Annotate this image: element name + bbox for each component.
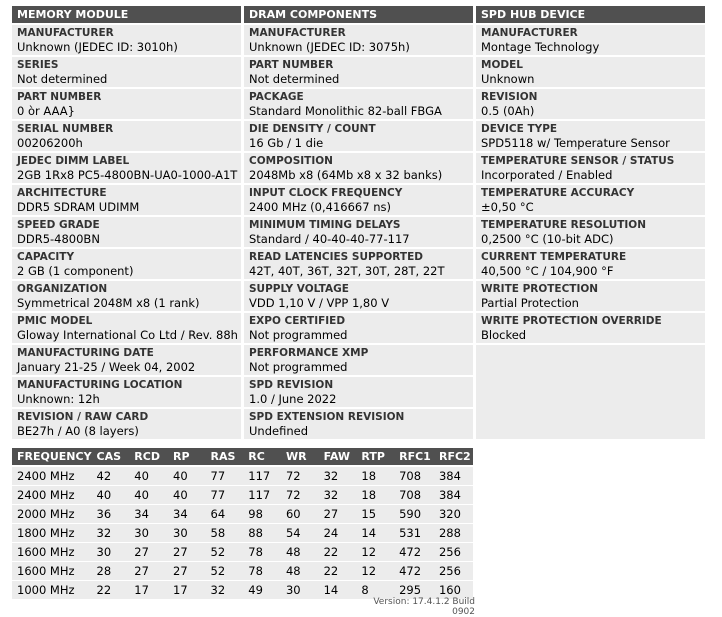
- timing-col-header: RP: [168, 448, 206, 466]
- info-value: DDR5 SDRAM UDIMM: [17, 200, 140, 214]
- info-label: PMIC MODEL: [17, 315, 93, 327]
- dram-components-panel: [244, 6, 473, 441]
- info-value: Gloway International Co Ltd / Rev. 88h: [17, 328, 238, 342]
- info-item: [12, 185, 241, 215]
- timing-col-header: FREQUENCY: [12, 448, 92, 466]
- info-value: Unknown: [481, 72, 535, 86]
- timing-cell: 295: [394, 581, 434, 600]
- info-item: [476, 89, 705, 119]
- info-value: Standard Monolithic 82-ball FBGA: [249, 104, 442, 118]
- info-label: REVISION: [481, 91, 538, 103]
- info-value: Unknown (JEDEC ID: 3075h): [249, 40, 410, 54]
- timing-cell: 40: [168, 486, 206, 505]
- timing-cell: 1000 MHz: [12, 581, 92, 600]
- info-item: [12, 409, 241, 439]
- info-label: PACKAGE: [249, 91, 304, 103]
- info-label: SERIES: [17, 59, 59, 71]
- spd-hub-panel: [476, 6, 705, 439]
- info-value: Standard / 40-40-40-77-117: [249, 232, 410, 246]
- timing-row: [12, 524, 473, 543]
- timing-row: [12, 562, 473, 581]
- info-label: REVISION / RAW CARD: [17, 411, 149, 423]
- spd-hub-filler: [476, 345, 705, 439]
- timing-cell: 472: [394, 543, 434, 562]
- info-value: 16 Gb / 1 die: [249, 136, 324, 150]
- info-value: Incorporated / Enabled: [481, 168, 613, 182]
- timing-cell: 472: [394, 562, 434, 581]
- info-value: 2 GB (1 component): [17, 264, 134, 278]
- info-label: SPD EXTENSION REVISION: [249, 411, 405, 423]
- timing-cell: 18: [356, 486, 394, 505]
- timing-cell: 77: [206, 486, 244, 505]
- timing-cell: 34: [168, 505, 206, 524]
- info-label: ORGANIZATION: [17, 283, 108, 295]
- info-item: [476, 217, 705, 247]
- info-value: 0,2500 °C (10-bit ADC): [481, 232, 614, 246]
- timing-cell: 1600 MHz: [12, 562, 92, 581]
- info-item: [476, 25, 705, 55]
- timing-cell: 32: [206, 581, 244, 600]
- info-label: CAPACITY: [17, 251, 75, 263]
- info-item: [12, 249, 241, 279]
- timing-cell: 98: [243, 505, 281, 524]
- info-item: [476, 249, 705, 279]
- info-item: [244, 377, 473, 407]
- timing-cell: 18: [356, 466, 394, 486]
- info-label: MANUFACTURING LOCATION: [17, 379, 183, 391]
- timing-cell: 2000 MHz: [12, 505, 92, 524]
- info-value: ±0,50 °C: [481, 200, 534, 214]
- info-value: BE27h / A0 (8 layers): [17, 424, 139, 438]
- info-value: Undefined: [249, 424, 308, 438]
- timing-cell: 2400 MHz: [12, 486, 92, 505]
- timing-cell: 32: [92, 524, 130, 543]
- info-label: READ LATENCIES SUPPORTED: [249, 251, 423, 263]
- timing-cell: 531: [394, 524, 434, 543]
- info-item: [12, 57, 241, 87]
- timing-cell: 256: [434, 562, 473, 581]
- timing-cell: 22: [92, 581, 130, 600]
- spd-hub-header: SPD HUB DEVICE: [476, 6, 705, 23]
- info-value: Not determined: [17, 72, 108, 86]
- timing-cell: 384: [434, 466, 473, 486]
- info-item: [476, 153, 705, 183]
- timing-cell: 52: [206, 562, 244, 581]
- memory-module-header: MEMORY MODULE: [12, 6, 241, 23]
- timing-cell: 42: [92, 466, 130, 486]
- timing-cell: 28: [92, 562, 130, 581]
- timing-cell: 27: [319, 505, 357, 524]
- timing-cell: 77: [206, 466, 244, 486]
- version-label: Version: 17.4.1.2 Build 0902: [373, 597, 475, 617]
- timing-row: [12, 505, 473, 524]
- timing-cell: 1800 MHz: [12, 524, 92, 543]
- info-label: ARCHITECTURE: [17, 187, 107, 199]
- info-label: PERFORMANCE XMP: [249, 347, 369, 359]
- info-label: INPUT CLOCK FREQUENCY: [249, 187, 403, 199]
- timing-cell: 12: [356, 543, 394, 562]
- info-label: WRITE PROTECTION: [481, 283, 599, 295]
- timing-col-header: RC: [243, 448, 281, 466]
- timing-cell: 8: [356, 581, 394, 600]
- timing-col-header: RFC2: [434, 448, 473, 466]
- info-item: [476, 185, 705, 215]
- info-item: [244, 121, 473, 151]
- timing-cell: 117: [243, 486, 281, 505]
- info-item: [244, 345, 473, 375]
- info-item: [476, 281, 705, 311]
- info-value: Unknown: 12h: [17, 392, 100, 406]
- info-value: 42T, 40T, 36T, 32T, 30T, 28T, 22T: [249, 264, 445, 278]
- timing-row: [12, 466, 473, 486]
- info-label: COMPOSITION: [249, 155, 333, 167]
- timing-cell: 384: [434, 486, 473, 505]
- info-value: Not programmed: [249, 328, 348, 342]
- timing-cell: 58: [206, 524, 244, 543]
- info-item: [476, 121, 705, 151]
- timing-cell: 30: [129, 524, 168, 543]
- timing-cell: 14: [356, 524, 394, 543]
- info-item: [244, 409, 473, 439]
- info-item: [12, 313, 241, 343]
- timing-cell: 36: [92, 505, 130, 524]
- timing-cell: 288: [434, 524, 473, 543]
- timing-row: [12, 543, 473, 562]
- info-item: [12, 25, 241, 55]
- timing-cell: 708: [394, 466, 434, 486]
- info-item: [12, 89, 241, 119]
- info-label: DEVICE TYPE: [481, 123, 558, 135]
- info-value: Blocked: [481, 328, 527, 342]
- timing-cell: 27: [168, 543, 206, 562]
- timing-cell: 15: [356, 505, 394, 524]
- timing-cell: 34: [129, 505, 168, 524]
- info-item: [12, 281, 241, 311]
- info-label: SPD REVISION: [249, 379, 334, 391]
- info-label: SUPPLY VOLTAGE: [249, 283, 349, 295]
- timing-cell: 52: [206, 543, 244, 562]
- timing-cell: 160: [434, 581, 473, 600]
- info-label: MINIMUM TIMING DELAYS: [249, 219, 401, 231]
- timing-cell: 17: [168, 581, 206, 600]
- timing-cell: 27: [129, 562, 168, 581]
- timing-cell: 17: [129, 581, 168, 600]
- timing-cell: 32: [319, 486, 357, 505]
- info-value: VDD 1,10 V / VPP 1,80 V: [249, 296, 390, 310]
- info-item: [476, 57, 705, 87]
- timing-cell: 48: [281, 543, 319, 562]
- timing-cell: 60: [281, 505, 319, 524]
- info-value: Unknown (JEDEC ID: 3010h): [17, 40, 178, 54]
- info-item: [12, 153, 241, 183]
- timing-col-header: WR: [281, 448, 319, 466]
- timing-header-row: [12, 448, 473, 466]
- timing-cell: 2400 MHz: [12, 466, 92, 486]
- timing-cell: 708: [394, 486, 434, 505]
- timing-cell: 27: [129, 543, 168, 562]
- timing-cell: 117: [243, 466, 281, 486]
- timing-col-header: RTP: [356, 448, 394, 466]
- info-item: [244, 185, 473, 215]
- info-value: 2048Mb x8 (64Mb x8 x 32 banks): [249, 168, 443, 182]
- timing-cell: 24: [319, 524, 357, 543]
- info-value: SPD5118 w/ Temperature Sensor: [481, 136, 670, 150]
- timing-col-header: CAS: [92, 448, 130, 466]
- timing-cell: 30: [281, 581, 319, 600]
- timing-cell: 72: [281, 466, 319, 486]
- timing-cell: 30: [168, 524, 206, 543]
- memory-module-panel: [12, 6, 241, 441]
- info-label: EXPO CERTIFIED: [249, 315, 346, 327]
- timing-cell: 54: [281, 524, 319, 543]
- info-label: MODEL: [481, 59, 523, 71]
- timing-cell: 27: [168, 562, 206, 581]
- info-label: DIE DENSITY / COUNT: [249, 123, 376, 135]
- timing-cell: 88: [243, 524, 281, 543]
- info-label: WRITE PROTECTION OVERRIDE: [481, 315, 662, 327]
- info-item: [244, 217, 473, 247]
- info-value: 40,500 °C / 104,900 °F: [481, 264, 614, 278]
- timing-cell: 320: [434, 505, 473, 524]
- info-label: TEMPERATURE SENSOR / STATUS: [481, 155, 675, 167]
- timing-cell: 12: [356, 562, 394, 581]
- timing-cell: 40: [129, 466, 168, 486]
- info-label: MANUFACTURER: [17, 27, 114, 39]
- timing-cell: 64: [206, 505, 244, 524]
- info-value: 1.0 / June 2022: [249, 392, 337, 406]
- info-label: PART NUMBER: [17, 91, 102, 103]
- timing-cell: 40: [129, 486, 168, 505]
- info-value: Symmetrical 2048M x8 (1 rank): [17, 296, 200, 310]
- info-label: JEDEC DIMM LABEL: [17, 155, 130, 167]
- timing-cell: 256: [434, 543, 473, 562]
- timing-cell: 78: [243, 543, 281, 562]
- info-value: Montage Technology: [481, 40, 600, 54]
- info-value: DDR5-4800BN: [17, 232, 100, 246]
- timing-cell: 40: [92, 486, 130, 505]
- info-value: Not determined: [249, 72, 340, 86]
- info-item: [244, 153, 473, 183]
- timing-cell: 72: [281, 486, 319, 505]
- timing-cell: 78: [243, 562, 281, 581]
- info-value: 2400 MHz (0,416667 ns): [249, 200, 391, 214]
- timing-table: [12, 448, 473, 600]
- info-item: [476, 313, 705, 343]
- info-value: 0 òr AAA}: [17, 104, 75, 118]
- info-label: SERIAL NUMBER: [17, 123, 114, 135]
- info-item: [244, 25, 473, 55]
- info-value: January 21-25 / Week 04, 2002: [17, 360, 196, 374]
- info-item: [12, 121, 241, 151]
- timing-col-header: RAS: [206, 448, 244, 466]
- info-value: 0.5 (0Ah): [481, 104, 535, 118]
- timing-cell: 22: [319, 562, 357, 581]
- info-label: CURRENT TEMPERATURE: [481, 251, 627, 263]
- info-item: [244, 281, 473, 311]
- info-label: MANUFACTURING DATE: [17, 347, 154, 359]
- info-item: [12, 345, 241, 375]
- timing-row: [12, 486, 473, 505]
- info-value: Not programmed: [249, 360, 348, 374]
- info-label: TEMPERATURE RESOLUTION: [481, 219, 647, 231]
- info-item: [244, 313, 473, 343]
- timing-col-header: RCD: [129, 448, 168, 466]
- timing-col-header: RFC1: [394, 448, 434, 466]
- timing-cell: 40: [168, 466, 206, 486]
- timing-cell: 14: [319, 581, 357, 600]
- info-value: 2GB 1Rx8 PC5-4800BN-UA0-1000-A1T: [17, 168, 238, 182]
- info-label: PART NUMBER: [249, 59, 334, 71]
- info-item: [244, 57, 473, 87]
- info-item: [244, 89, 473, 119]
- timing-cell: 49: [243, 581, 281, 600]
- info-item: [12, 377, 241, 407]
- info-item: [12, 217, 241, 247]
- info-value: 00206200h: [17, 136, 83, 150]
- dram-components-header: DRAM COMPONENTS: [244, 6, 473, 23]
- info-value: Partial Protection: [481, 296, 579, 310]
- timing-cell: 32: [319, 466, 357, 486]
- timing-cell: 590: [394, 505, 434, 524]
- info-item: [244, 249, 473, 279]
- timing-cell: 48: [281, 562, 319, 581]
- timing-cell: 30: [92, 543, 130, 562]
- timing-col-header: FAW: [319, 448, 357, 466]
- info-label: MANUFACTURER: [249, 27, 346, 39]
- info-label: SPEED GRADE: [17, 219, 100, 231]
- info-label: TEMPERATURE ACCURACY: [481, 187, 635, 199]
- timing-cell: 22: [319, 543, 357, 562]
- timing-cell: 1600 MHz: [12, 543, 92, 562]
- info-label: MANUFACTURER: [481, 27, 578, 39]
